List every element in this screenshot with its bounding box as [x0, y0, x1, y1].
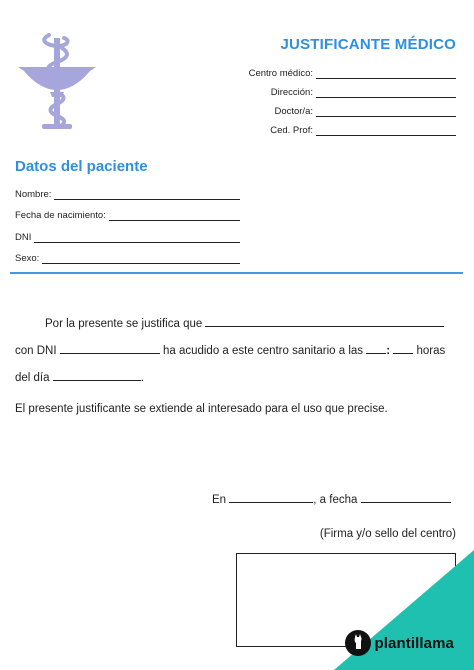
place-date-line [212, 492, 451, 506]
period: . [140, 372, 144, 384]
hour-blank[interactable] [366, 343, 386, 354]
llama-icon [345, 630, 371, 656]
signature-caption: (Firma y/o sello del centro) [319, 528, 456, 540]
date-blank[interactable] [361, 492, 451, 503]
center-field-label: Centro médico: [248, 68, 313, 79]
center-field-row [196, 98, 456, 117]
justification-line-1 [45, 316, 444, 330]
patient-field-row [15, 243, 240, 265]
center-field-row [196, 60, 456, 79]
justification-text: Por la presente se justifica que [45, 318, 203, 330]
day-blank[interactable] [53, 370, 141, 381]
patient-field-label: DNI [15, 231, 32, 243]
center-field-blank[interactable] [316, 106, 456, 117]
patient-field-label: Nombre: [15, 188, 52, 200]
patient-field-label: Fecha de nacimiento: [15, 210, 106, 221]
patient-name-blank[interactable] [205, 316, 444, 327]
patient-field-row [15, 178, 240, 200]
day-text: del día [15, 372, 50, 384]
statement-text: El presente justificante se extiende al interesado para el uso que precise. [15, 403, 388, 415]
center-field-row [196, 117, 456, 136]
center-field-row [196, 79, 456, 98]
center-field-label: Doctor/a: [274, 106, 313, 117]
hours-text: horas [416, 345, 446, 357]
center-info-fields [196, 60, 456, 136]
patient-field-blank[interactable] [34, 232, 240, 243]
patient-field-row [15, 221, 240, 243]
rod-of-asclepius-icon [12, 30, 102, 135]
place-text: En [212, 494, 227, 506]
patient-field-blank[interactable] [42, 253, 240, 264]
brand-logo [345, 630, 454, 656]
justification-line-3 [15, 370, 144, 384]
date-text: , a fecha [313, 494, 358, 506]
center-field-blank[interactable] [316, 87, 456, 98]
patient-field-blank[interactable] [54, 189, 240, 200]
brand-name: plantillama [374, 634, 454, 652]
center-field-label: Dirección: [270, 87, 313, 98]
time-colon: : [386, 345, 391, 357]
dni-blank[interactable] [60, 343, 160, 354]
justification-line-2 [15, 343, 445, 357]
place-blank[interactable] [229, 492, 313, 503]
patient-field-blank[interactable] [109, 210, 240, 221]
minute-blank[interactable] [393, 343, 413, 354]
section-divider [10, 272, 463, 274]
center-field-blank[interactable] [316, 68, 456, 79]
dni-text: con DNI [15, 345, 57, 357]
patient-field-label: Sexo: [15, 253, 40, 264]
patient-fields [15, 178, 240, 264]
document-title: JUSTIFICANTE MÉDICO [280, 36, 456, 53]
center-field-blank[interactable] [316, 125, 456, 136]
patient-field-row [15, 200, 240, 222]
center-field-label: Ced. Prof: [270, 125, 313, 136]
attended-text: ha acudido a este centro sanitario a las [162, 345, 364, 357]
patient-section-title: Datos del paciente [15, 158, 148, 175]
